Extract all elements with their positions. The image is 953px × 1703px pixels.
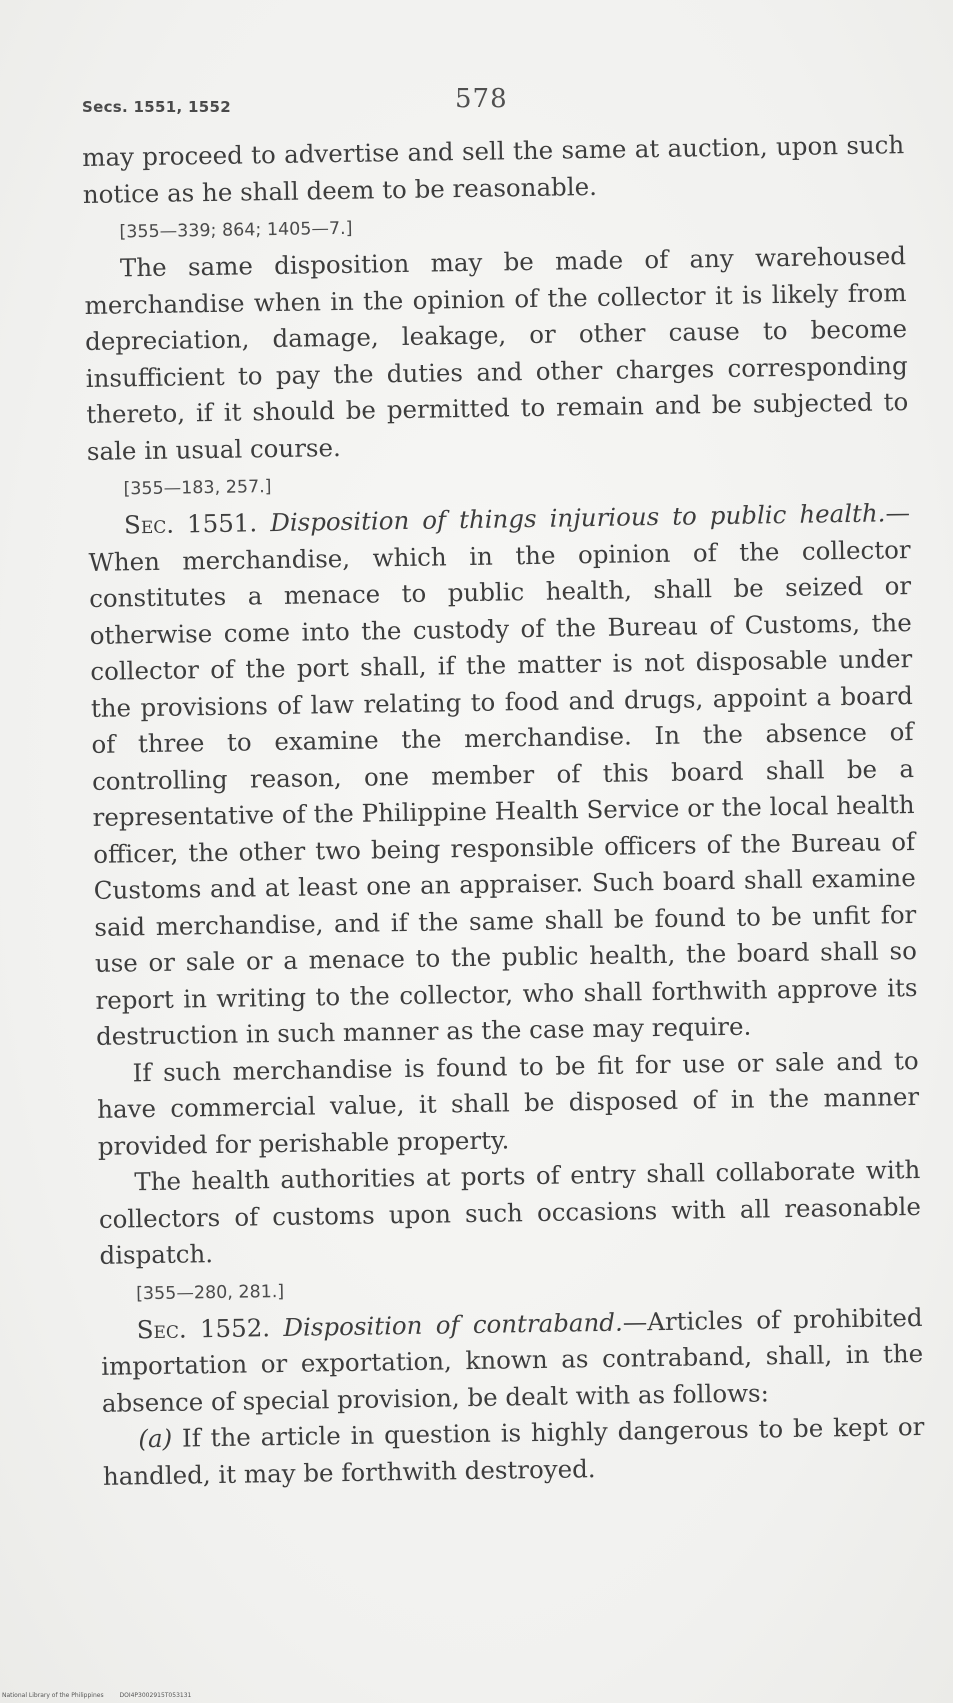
section-text: —Articles of prohibited importation or exportation, known as contraband, shall, in the absence of special provision, be dealt with as follows: (101, 1302, 924, 1418)
footer-id: DOI4P3002915T053131 (119, 1692, 192, 1699)
citation: [355—339; 864; 1405—7.] (119, 218, 353, 243)
section-reference-header: Secs. 1551, 1552 (82, 98, 231, 116)
paragraph-warehoused-merchandise: The same disposition may be made of any warehoused merchandise when in the opinion of the collector it is likely from depreciation, damage, leakage, or other cause to become insufficient to pay the duties and other charges corresponding thereto, if it should be permitted to remain and be subjected to sale in usual course. (84, 241, 909, 466)
citation: [355—183, 257.] (123, 477, 272, 500)
scan-footer (2, 1692, 205, 1699)
section-1551 (88, 495, 918, 1055)
page-number: 578 (455, 84, 508, 114)
section-title: Disposition of contraband. (283, 1307, 623, 1342)
section-title: Disposition of things injurious to public health. (269, 498, 886, 538)
paragraph-health-authorities: The health authorities at ports of entry shall collaborate with collectors of customs upon such occasions with all reasonable dispatch. (98, 1154, 922, 1270)
section-text: —When merchandise, which in the opinion of the collector constitutes a menace to public health, shall be seized or otherwise come into the custody of the Bureau of Customs, the collector of the port shall, if the matter is not disposable under the provisions of law relating to food and drugs, appoint a board of three to examine the merchandise. In the absence of controlling reason, one member of this board shall be a representative of the Philippine Health Service or the local health officer, the other two being responsible officers of the Bureau of Customs and at least one an appraiser. Such board shall examine said merchandise, and if the same shall be found to be unfit for use or sale or a menace to the public health, the board shall so report in writing to the collector, who shall forthwith approve its destruction in such manner as the case may require. (88, 498, 918, 1051)
paragraph-continuation: may proceed to advertise and sell the same at auction, upon such notice as he shall deem to be reasonable. (82, 130, 905, 209)
paragraph-fit-for-use: If such merchandise is found to be fit for use or sale and to have commercial value, it shall be disposed of in the manner provided for perishable property. (97, 1045, 920, 1161)
citation: [355—280, 281.] (135, 1281, 285, 1304)
footer-library: National Library of the Philippines (2, 1692, 104, 1699)
section-1552 (100, 1299, 924, 1421)
body-text (82, 127, 925, 1495)
item-text: If the article in question is highly dangerous to be kept or handled, it may be forthwith destroyed. (102, 1411, 925, 1491)
section-label: Sec. 1551. (123, 508, 258, 540)
section-label: Sec. 1552. (136, 1312, 271, 1344)
item-label: (a) (138, 1423, 173, 1454)
list-item-a (102, 1409, 925, 1495)
